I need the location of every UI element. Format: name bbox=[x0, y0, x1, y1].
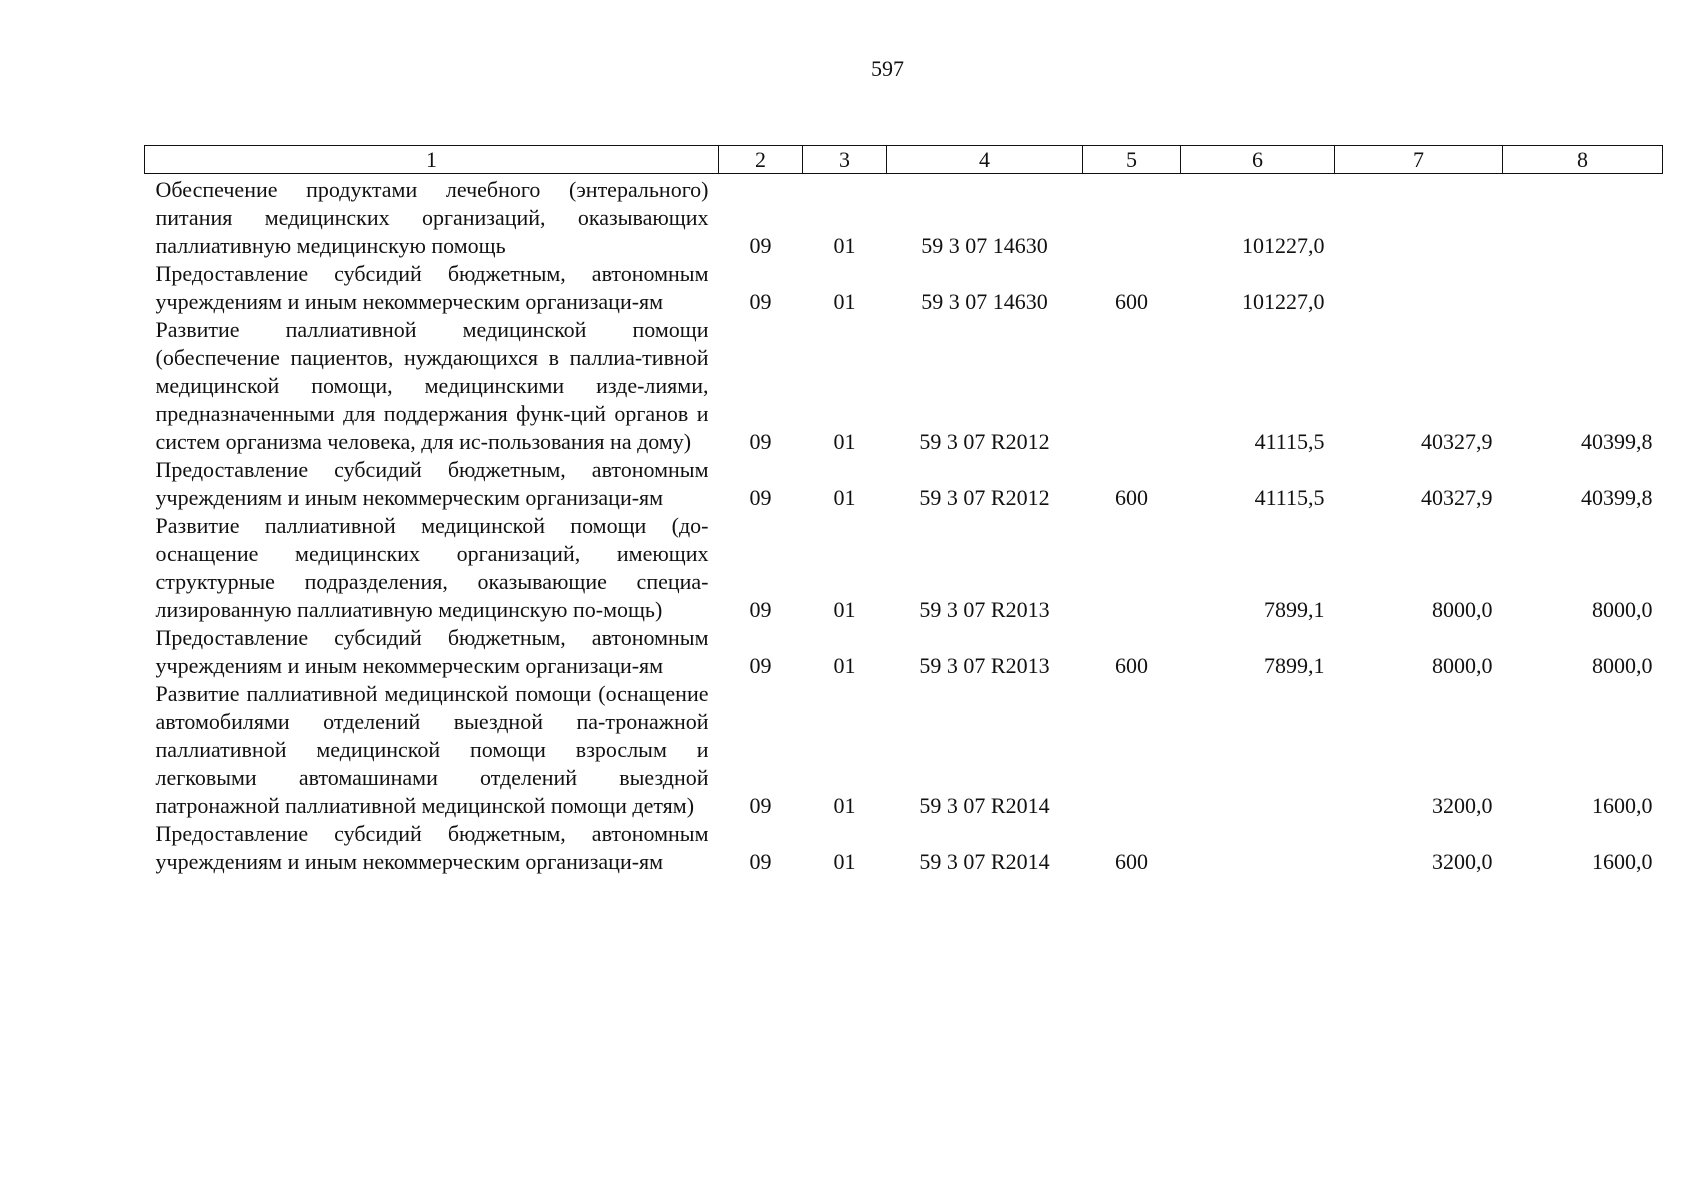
amount-col-6: 7899,1 bbox=[1264, 653, 1325, 678]
row-description: Развитие паллиативной медицинской помощи (оснащение автомобилями отделений выездной па-тронажной паллиативной медицинской помощи взрослым и легковыми автомашинами отделений выездной патронажной паллиативной медицинской помощи детям) bbox=[155, 681, 709, 818]
section-code: 09 bbox=[749, 653, 772, 678]
amount-col-7: 40327,9 bbox=[1421, 485, 1493, 510]
table-row bbox=[145, 456, 1663, 512]
subsection-code: 01 bbox=[833, 793, 856, 818]
amount-col-6: 41115,5 bbox=[1254, 429, 1325, 454]
expense-type-code bbox=[1083, 512, 1181, 624]
header-col-3: 3 bbox=[803, 146, 887, 174]
row-description: Развитие паллиативной медицинской помощи (до-оснащение медицинских организаций, имеющих структурные подразделения, оказывающие специа-лизированную паллиативную медицинскую по-мощь) bbox=[155, 513, 709, 622]
amount-col-8: 8000,0 bbox=[1592, 597, 1653, 622]
expense-type-code bbox=[1083, 316, 1181, 456]
expense-type-code: 600 bbox=[1115, 849, 1148, 874]
header-col-7: 7 bbox=[1335, 146, 1503, 174]
header-col-5: 5 bbox=[1083, 146, 1181, 174]
subsection-code: 01 bbox=[833, 289, 856, 314]
expense-type-code bbox=[1083, 680, 1181, 820]
subsection-code: 01 bbox=[833, 429, 856, 454]
amount-col-8 bbox=[1503, 260, 1663, 316]
header-col-4: 4 bbox=[887, 146, 1083, 174]
table-row bbox=[145, 260, 1663, 316]
subsection-code: 01 bbox=[833, 653, 856, 678]
row-description: Предоставление субсидий бюджетным, автономным учреждениям и иным некоммерческим организаци-ям bbox=[155, 625, 709, 678]
section-code: 09 bbox=[749, 233, 772, 258]
amount-col-6 bbox=[1181, 680, 1335, 820]
row-description: Предоставление субсидий бюджетным, автономным учреждениям и иным некоммерческим организаци-ям bbox=[155, 261, 709, 314]
table-row bbox=[145, 512, 1663, 624]
row-description: Предоставление субсидий бюджетным, автономным учреждениям и иным некоммерческим организаци-ям bbox=[155, 821, 709, 874]
amount-col-8: 8000,0 bbox=[1592, 653, 1653, 678]
amount-col-7: 3200,0 bbox=[1432, 849, 1493, 874]
amount-col-8 bbox=[1503, 174, 1663, 261]
row-description: Предоставление субсидий бюджетным, автономным учреждениям и иным некоммерческим организаци-ям bbox=[155, 457, 709, 510]
target-article-code: 59 3 07 R2013 bbox=[919, 653, 1050, 678]
target-article-code: 59 3 07 R2012 bbox=[919, 429, 1050, 454]
section-code: 09 bbox=[749, 485, 772, 510]
row-description: Развитие паллиативной медицинской помощи (обеспечение пациентов, нуждающихся в паллиа-тивной медицинской помощи, медицинскими изде-лиями, предназначенными для поддержания функ-ций органов и систем организма человека, для ис-пользования на дому) bbox=[155, 317, 709, 454]
expense-type-code bbox=[1083, 174, 1181, 261]
section-code: 09 bbox=[749, 289, 772, 314]
target-article-code: 59 3 07 R2012 bbox=[919, 485, 1050, 510]
header-col-1: 1 bbox=[145, 146, 719, 174]
header-row bbox=[145, 146, 1663, 174]
amount-col-8: 1600,0 bbox=[1592, 849, 1653, 874]
target-article-code: 59 3 07 R2014 bbox=[919, 793, 1050, 818]
section-code: 09 bbox=[749, 429, 772, 454]
amount-col-7: 8000,0 bbox=[1432, 653, 1493, 678]
header-col-2: 2 bbox=[719, 146, 803, 174]
expense-type-code: 600 bbox=[1115, 653, 1148, 678]
amount-col-6 bbox=[1181, 820, 1335, 876]
target-article-code: 59 3 07 R2014 bbox=[919, 849, 1050, 874]
section-code: 09 bbox=[749, 849, 772, 874]
expense-type-code: 600 bbox=[1115, 289, 1148, 314]
subsection-code: 01 bbox=[833, 233, 856, 258]
header-col-6: 6 bbox=[1181, 146, 1335, 174]
amount-col-7: 8000,0 bbox=[1432, 597, 1493, 622]
budget-table bbox=[144, 145, 1663, 876]
expense-type-code: 600 bbox=[1115, 485, 1148, 510]
header-col-8: 8 bbox=[1503, 146, 1663, 174]
amount-col-6: 101227,0 bbox=[1242, 233, 1325, 258]
amount-col-7 bbox=[1335, 174, 1503, 261]
subsection-code: 01 bbox=[833, 597, 856, 622]
amount-col-6: 7899,1 bbox=[1264, 597, 1325, 622]
amount-col-7 bbox=[1335, 260, 1503, 316]
section-code: 09 bbox=[749, 597, 772, 622]
amount-col-8: 1600,0 bbox=[1592, 793, 1653, 818]
table-row bbox=[145, 680, 1663, 820]
amount-col-8: 40399,8 bbox=[1581, 485, 1653, 510]
target-article-code: 59 3 07 R2013 bbox=[919, 597, 1050, 622]
section-code: 09 bbox=[749, 793, 772, 818]
amount-col-6: 101227,0 bbox=[1242, 289, 1325, 314]
table-row bbox=[145, 174, 1663, 261]
amount-col-7: 40327,9 bbox=[1421, 429, 1493, 454]
subsection-code: 01 bbox=[833, 485, 856, 510]
page-number: 597 bbox=[871, 56, 904, 81]
amount-col-6: 41115,5 bbox=[1254, 485, 1325, 510]
subsection-code: 01 bbox=[833, 849, 856, 874]
row-description: Обеспечение продуктами лечебного (энтерального) питания медицинских организаций, оказывающих паллиативную медицинскую помощь bbox=[155, 177, 709, 258]
target-article-code: 59 3 07 14630 bbox=[921, 233, 1048, 258]
table-row bbox=[145, 820, 1663, 876]
amount-col-8: 40399,8 bbox=[1581, 429, 1653, 454]
table-row bbox=[145, 624, 1663, 680]
table-row bbox=[145, 316, 1663, 456]
amount-col-7: 3200,0 bbox=[1432, 793, 1493, 818]
target-article-code: 59 3 07 14630 bbox=[921, 289, 1048, 314]
